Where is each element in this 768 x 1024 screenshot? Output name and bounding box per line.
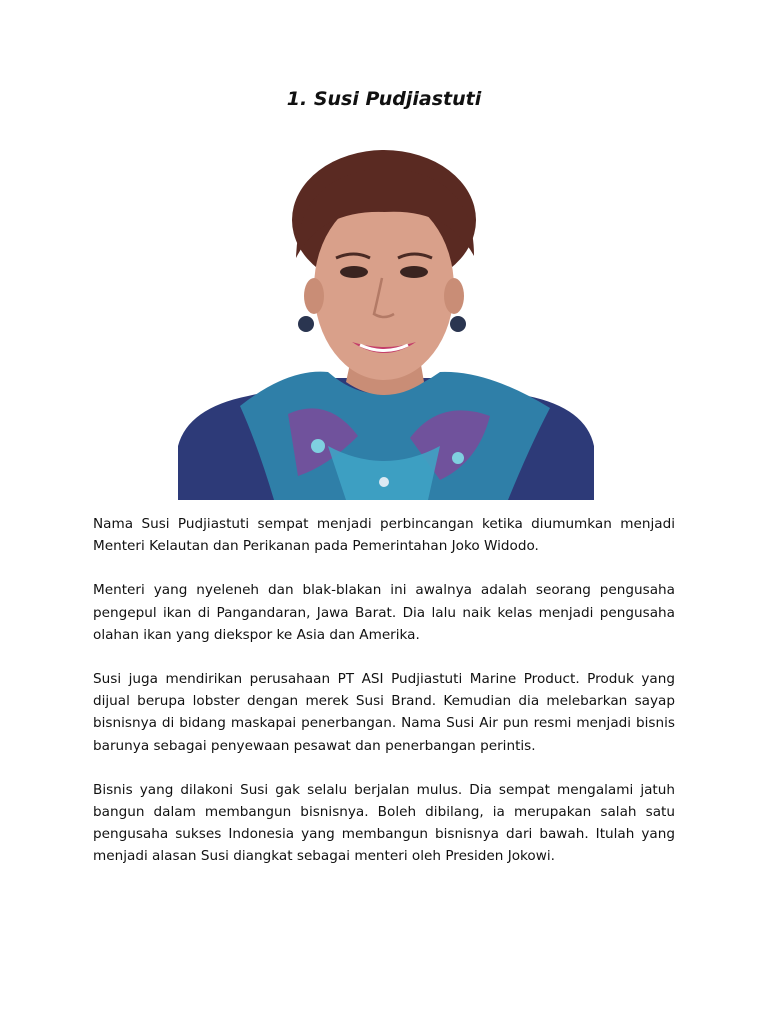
article-body <box>93 513 675 890</box>
paragraph: Bisnis yang dilakoni Susi gak selalu berjalan mulus. Dia sempat mengalami jatuh bangun dalam membangun bisnisnya. Boleh dibilang, ia merupakan salah satu pengusaha sukses Indonesia yang membangun bisnisnya dari bawah. Itulah yang menjadi alasan Susi diangkat sebagai menteri oleh Presiden Jokowi. <box>93 781 675 865</box>
portrait-photo <box>178 146 594 500</box>
page-title: 1. Susi Pudjiastuti <box>286 88 482 110</box>
portrait-photo-icon <box>178 146 594 500</box>
paragraph: Nama Susi Pudjiastuti sempat menjadi perbincangan ketika diumumkan menjadi Menteri Kelautan dan Perikanan pada Pemerintahan Joko Widodo. <box>93 516 675 555</box>
paragraph: Susi juga mendirikan perusahaan PT ASI Pudjiastuti Marine Product. Produk yang dijual berupa lobster dengan merek Susi Brand. Kemudian dia melebarkan sayap bisnisnya di bidang maskapai penerbangan. Nama Susi Air pun resmi menjadi bisnis barunya sebagai penyewaan pesawat dan penerbangan perintis. <box>93 671 675 754</box>
paragraph: Menteri yang nyeleneh dan blak-blakan ini awalnya adalah seorang pengusaha pengepul ikan di Pangandaran, Jawa Barat. Dia lalu naik kelas menjadi pengusaha olahan ikan yang diekspor ke Asia dan Amerika. <box>93 582 675 643</box>
